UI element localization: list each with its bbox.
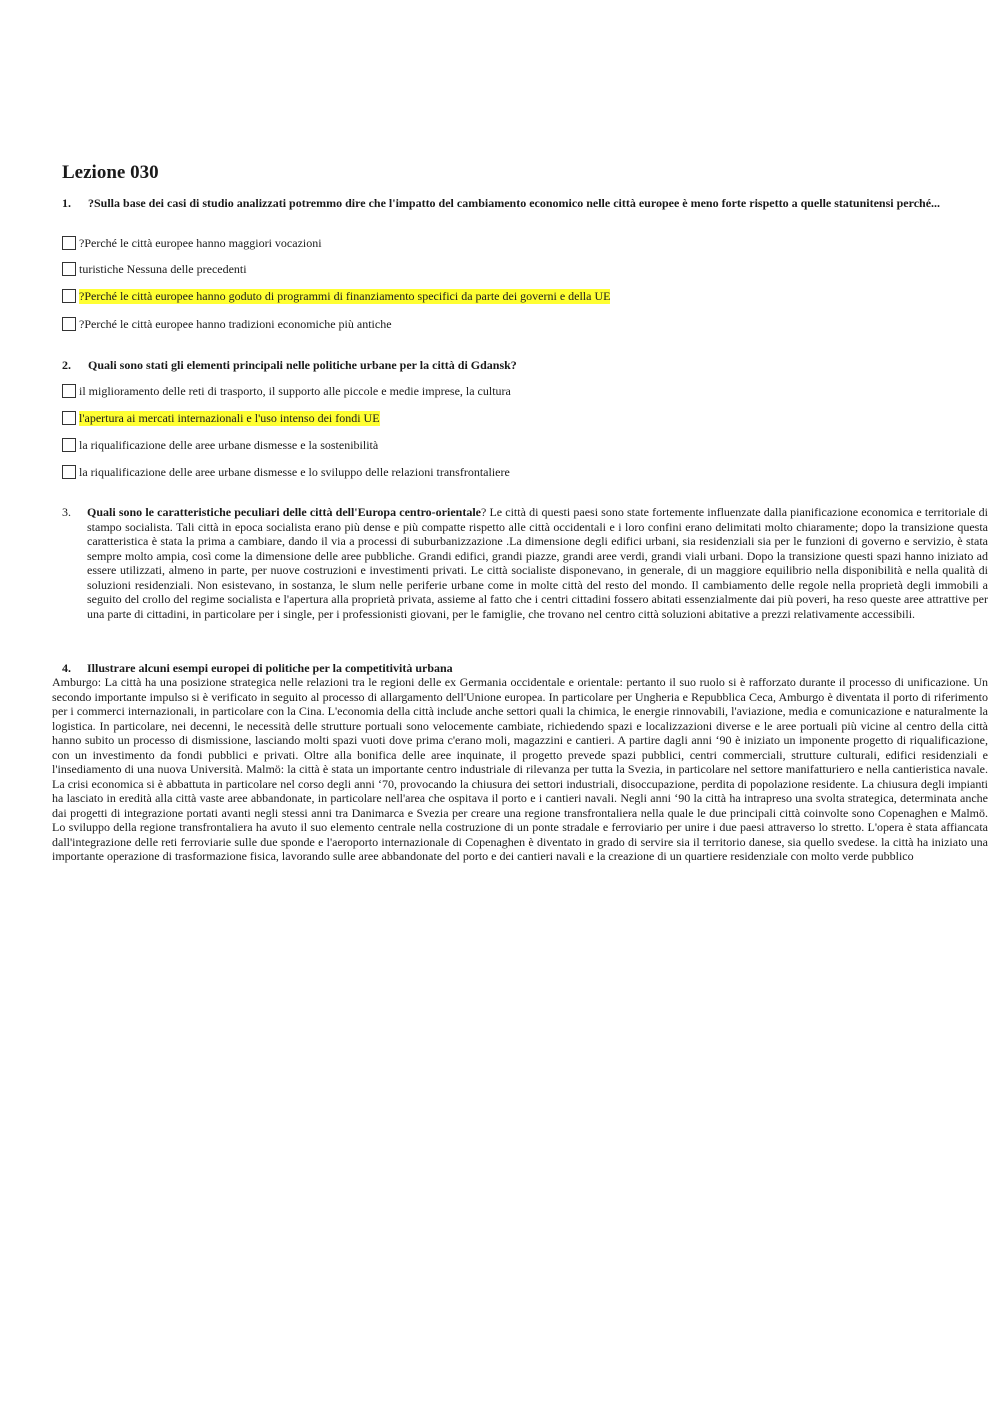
q2-option-4[interactable] xyxy=(62,464,510,480)
question-3-text: Quali sono le caratteristiche peculiari delle città dell'Europa centro-orientale xyxy=(87,505,481,519)
question-3 xyxy=(62,505,988,621)
q2-option-1-label: il miglioramento delle reti di trasporto, il supporto alle piccole e medie imprese, la cultura xyxy=(79,383,511,398)
q1-option-2[interactable] xyxy=(62,261,247,277)
question-2-heading xyxy=(62,358,988,372)
q2-option-3-label: la riqualificazione delle aree urbane dismesse e la sostenibilità xyxy=(79,437,379,452)
q1-option-1-label: ?Perché le città europee hanno maggiori vocazioni xyxy=(79,235,322,250)
question-4-heading xyxy=(62,661,453,675)
q1-option-4-label: ?Perché le città europee hanno tradizioni economiche più antiche xyxy=(79,316,392,331)
question-1-number: 1. xyxy=(62,196,71,210)
q2-option-4-label: la riqualificazione delle aree urbane dismesse e lo sviluppo delle relazioni transfrontaliere xyxy=(79,464,510,479)
question-2-text: Quali sono stati gli elementi principali nelle politiche urbane per la città di Gdansk? xyxy=(88,358,517,372)
question-3-body xyxy=(87,505,988,621)
q2-option-2-label: l'apertura ai mercati internazionali e l'uso intenso dei fondi UE xyxy=(79,410,380,425)
checkbox-icon[interactable] xyxy=(62,465,76,479)
checkbox-icon[interactable] xyxy=(62,411,76,425)
lesson-title: Lezione 030 xyxy=(62,162,159,183)
checkbox-icon[interactable] xyxy=(62,262,76,276)
q1-option-3[interactable] xyxy=(62,288,610,304)
question-1-text: ?Sulla base dei casi di studio analizzati potremmo dire che l'impatto del cambiamento economico nelle città europee è meno forte rispetto a quelle statunitensi perché... xyxy=(88,196,941,210)
question-4-answer: Amburgo: La città ha una posizione strategica nelle relazioni tra le regioni delle ex Germania occidentale e orientale: pertanto il suo ruolo si è rafforzato durante il processo di unificazione. Un secondo importante impulso si è verificato in seguito al processo di allargamento dell'Unione europea. In particolare per Ungheria e Repubblica Ceca, Amburgo è diventata il porto di riferimento per i commerci internazionali, in particolare con la Cina. L'economia della città include anche settori quali la chimica, le energie rinnovabili, l'aviazione, media e comunicazione e naturalmente la logistica. In particolare, nei decenni, le necessità delle strutture portuali sono velocemente cambiate, richiedendo spazi e localizzazioni diverse e le aree portuali più vicine al centro della città hanno subito un processo di dismissione, lasciando molti spazi vuoti dove prima c'erano moli, magazzini e cantieri. A partire dagli anni ‘90 è iniziato un imponente progetto di riqualificazione, con un investimento da fondi pubblici e privati. Oltre alla bonifica delle aree inquinate, il progetto prevede spazi pubblici, centri commerciali, strutture culturali, edifici residenziali e l'insediamento di una nuova Università. Malmö: la città è stata un importante centro industriale di rilevanza per tutta la Svezia, in particolare nel settore manifatturiero e nella cantieristica navale. La crisi economica si è abbattuta in particolare nel corso degli anni ‘70, provocando la chiusura dei settori industriali, disoccupazione, perdita di popolazione residente. La chiusura degli impianti ha lasciato in eredità alla città vaste aree abbandonate, in particolare nell'area che ospitava il porto e i cantieri navali. Negli anni ‘90 la città ha intrapreso una svolta strategica, determinata anche dai progetti di integrazione portati avanti negli stessi anni tra Danimarca e Svezia per creare una regione transfrontaliera nella quale le due principali città coinvolte sono Copenaghen e Malmö. Lo sviluppo della regione transfrontaliera ha avuto il suo elemento centrale nella costruzione di un ponte stradale e ferroviario per unire i due paesi attraverso lo stretto. L'opera è stata affiancata dall'integrazione delle reti ferroviarie sulle due sponde e l'aeroporto internazionale di Copenaghen è diventato in grado di servire sia il territorio danese, sia quello svedese. la città ha iniziato una importante operazione di trasformazione fisica, lavorando sulle aree abbandonate del porto e dei cantieri navali e la creazione di un quartiere residenziale con molto verde pubblico xyxy=(52,675,988,863)
q2-option-2[interactable] xyxy=(62,410,380,426)
question-1-heading xyxy=(62,196,988,210)
checkbox-icon[interactable] xyxy=(62,384,76,398)
checkbox-icon[interactable] xyxy=(62,317,76,331)
q1-option-1[interactable] xyxy=(62,235,322,251)
question-3-number: 3. xyxy=(62,505,71,519)
question-4-text: Illustrare alcuni esempi europei di politiche per la competitività urbana xyxy=(87,661,453,675)
q1-option-3-label: ?Perché le città europee hanno goduto di programmi di finanziamento specifici da parte dei governi e della UE xyxy=(79,288,611,303)
checkbox-icon[interactable] xyxy=(62,438,76,452)
checkbox-icon[interactable] xyxy=(62,289,76,303)
question-4-number: 4. xyxy=(62,661,71,675)
q1-option-4[interactable] xyxy=(62,316,392,332)
q2-option-3[interactable] xyxy=(62,437,378,453)
checkbox-icon[interactable] xyxy=(62,236,76,250)
question-2-number: 2. xyxy=(62,358,71,372)
q1-option-2-label: turistiche Nessuna delle precedenti xyxy=(79,261,247,276)
question-3-answer: ? Le città di questi paesi sono state fortemente influenzate dalla pianificazione economica e territoriale di stampo socialista. Tali città in epoca socialista erano più dense e più compatte rispetto alle città occidentali e i loro confini erano delimitati molto chiaramente; dopo la transizione questa caratteristica è stata la prima a cambiare, dando il via a processi di suburbanizzazione .La dimensione degli edifici urbani, sia residenziali sia per le funzioni di governo e servizio, è stata sempre molto ampia, così come la dimensione delle aree pubbliche. Grandi edifici, grandi piazze, grandi aree verdi, grandi viali urbani. Dopo la transizione questi spazi hanno iniziato ad essere utilizzati, almeno in parte, per nuove costruzioni e investimenti privati. Le città socialiste disponevano, in generale, di un maggiore equilibrio nella disponibilità e nella qualità di soluzioni residenziali. Non esistevano, in sostanza, le slum nelle periferie urbane come in molte città del resto del mondo. Il cambiamento delle regole nella proprietà degli immobili a seguito del crollo del regime socialista e l'apertura alla proprietà privata, assieme al fatto che i centri cittadini fossero abitati essenzialmente dai più poveri, ha reso queste aree attrattive per una parte di cittadini, in particolare per i single, per i professionisti giovani, per le famiglie, che trovano nel centro città soluzioni abitative a prezzi relativamente accessibili. xyxy=(87,505,988,621)
q2-option-1[interactable] xyxy=(62,383,511,399)
